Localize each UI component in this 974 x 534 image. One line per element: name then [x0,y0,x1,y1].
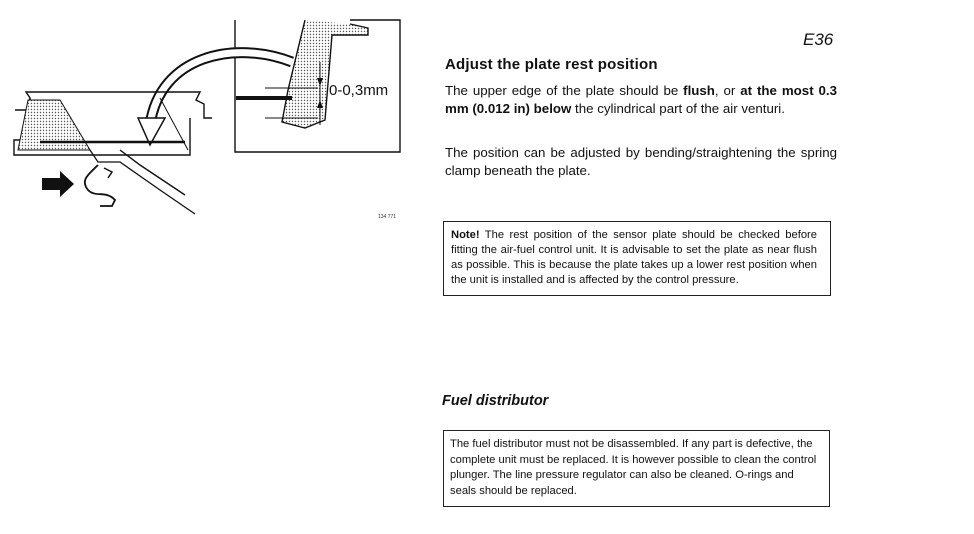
plate-position-paragraph: The upper edge of the plate should be flush, or at the most 0.3 mm (0.012 in) below the cylindrical part of the air venturi. [445,83,838,116]
adjustment-paragraph: The position can be adjusted by bending/straightening the spring clamp beneath the plate. [445,145,837,178]
fuel-distributor-heading: Fuel distributor [442,393,549,409]
fuel-distributor-box: The fuel distributor must not be disassembled. If any part is defective, the complete unit must be replaced. It is however possible to clean the control plunger. The line pressure regulator can also be cleaned. O-rings and seals should be replaced. [443,430,830,507]
note-text: The rest position of the sensor plate should be checked before fitting the air-fuel control unit. It is advisable to set the plate as near flush as possible. This is because the plate takes up a lower rest position when the unit is installed and is affected by the control pressure. [451,229,817,286]
section-heading: Adjust the plate rest position [445,56,658,73]
emphasis-tolerance: at the most 0.3 mm (0.012 in) below [445,83,838,116]
emphasis-flush: flush [683,83,715,98]
figure-code: 134 771 [378,214,397,220]
page-code: E36 [803,30,834,49]
note-box [443,221,831,296]
sensor-plate-illustration [0,0,420,230]
dimension-label: 0-0,3mm [329,82,389,99]
sensor-plate-drawing [0,0,420,230]
note-label: Note! [451,229,480,241]
